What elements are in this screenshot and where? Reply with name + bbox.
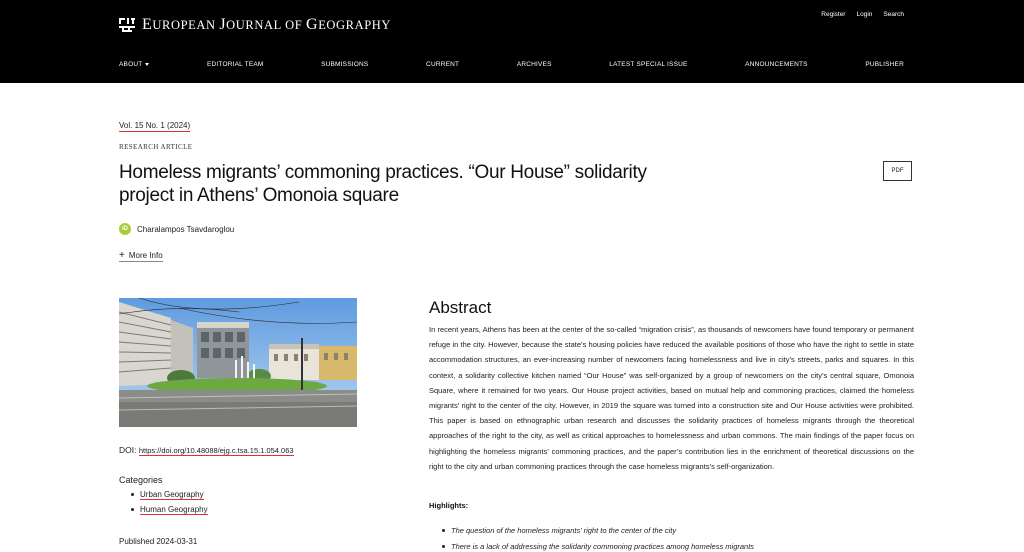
journal-logo-icon (119, 18, 135, 32)
category-link-urban-geography[interactable]: Urban Geography (140, 490, 204, 499)
published-date: Published 2024-03-31 (119, 537, 198, 546)
abstract-text: In recent years, Athens has been at the center of the so-called “migration crisis”, as thousands of newcomers have found temporary or permanent refuge in the city. However, because the state’s housing policies have reduced the available positions of those who have the right to settle in state accommodation structures, an ever-increasing number of newcomers facing homelessness and live in city’s streets, parks and squares. In this context, a solidarity collective kitchen named “Our House” was self-organized by a group of newcomers on the city’s central square, Omonoia Square, where it remained for two years. Our House project activities, based on mutual help and commoning practices, claimed the homeless migrants’ right to the center of the city. However, in 2019 the square was turned into a construction site and Our House activities were prohibited. This paper is based on ethnographic urban research and discusses the solidarity practices of homeless migrants through the theoretical approaches of the right to the city, as well as critical approaches to homelessness and urban commons. The main findings of the paper focus on highlighting the homeless migrants’ commoning practices, and the paper’s contribution lies in the enrichment of theoretical discussions on the right to the city and urban commoning practices through the case homeless migrants’s self-organization. (429, 325, 914, 471)
register-link[interactable]: Register (821, 11, 846, 18)
article-title: Homeless migrants’ commoning practices. “Our House” solidarity project in Athens’ Omonoia square (119, 162, 647, 206)
nav-archives[interactable]: ARCHIVES (516, 61, 552, 68)
main-nav (119, 61, 904, 68)
more-info-label: More Info (128, 251, 163, 260)
journal-title-word: UROPEAN (152, 18, 220, 32)
plus-icon: + (119, 249, 125, 261)
categories-title: Categories (119, 475, 163, 485)
author (119, 223, 234, 235)
nav-submissions[interactable]: SUBMISSIONS (321, 61, 369, 68)
categories-list (131, 490, 208, 520)
nav-about-label: ABOUT (119, 61, 143, 68)
orcid-icon[interactable]: iD (119, 223, 131, 235)
highlight-item: The question of the homeless migrants’ right to the center of the city (442, 523, 912, 539)
journal-title-initial: G (306, 16, 319, 33)
doi-block (119, 445, 294, 455)
highlights-title: Highlights: (429, 501, 469, 510)
highlights-list (442, 523, 912, 552)
site-logo[interactable] (119, 16, 391, 34)
author-name: Charalampos Tsavdaroglou (137, 224, 235, 234)
login-link[interactable]: Login (856, 11, 873, 18)
site-header (0, 0, 1024, 83)
more-info-toggle[interactable] (119, 251, 163, 262)
doi-label: DOI: (119, 445, 137, 455)
nav-about[interactable] (119, 61, 149, 68)
category-item (131, 490, 208, 499)
journal-title-initial: J (219, 16, 227, 33)
section-label: RESEARCH ARTICLE (119, 143, 193, 151)
abstract-title: Abstract (429, 298, 492, 317)
search-link[interactable]: Search (883, 11, 904, 18)
cover-image (119, 298, 357, 427)
issue-link[interactable]: Vol. 15 No. 1 (2024) (119, 121, 191, 130)
journal-title (142, 16, 391, 34)
journal-title-word: EOGRAPHY (318, 18, 392, 32)
utility-nav (821, 11, 904, 18)
journal-title-word: OURNAL OF (226, 18, 307, 32)
nav-latest-special-issue[interactable]: LATEST SPECIAL ISSUE (609, 61, 688, 68)
category-link-human-geography[interactable]: Human Geography (140, 505, 208, 514)
nav-publisher[interactable]: PUBLISHER (865, 61, 904, 68)
caret-down-icon (145, 63, 149, 66)
nav-announcements[interactable]: ANNOUNCEMENTS (745, 61, 808, 68)
nav-current[interactable]: CURRENT (426, 61, 460, 68)
highlight-item: There is a lack of addressing the solidarity commoning practices among homeless migrants (442, 539, 912, 552)
pdf-button[interactable]: PDF (883, 161, 912, 181)
nav-editorial-team[interactable]: EDITORIAL TEAM (207, 61, 264, 68)
category-item (131, 505, 208, 514)
omonoia-square-photo (119, 298, 357, 427)
doi-link[interactable]: https://doi.org/10.48088/ejg.c.tsa.15.1.054.063 (138, 446, 294, 455)
journal-title-initial: E (142, 16, 153, 33)
